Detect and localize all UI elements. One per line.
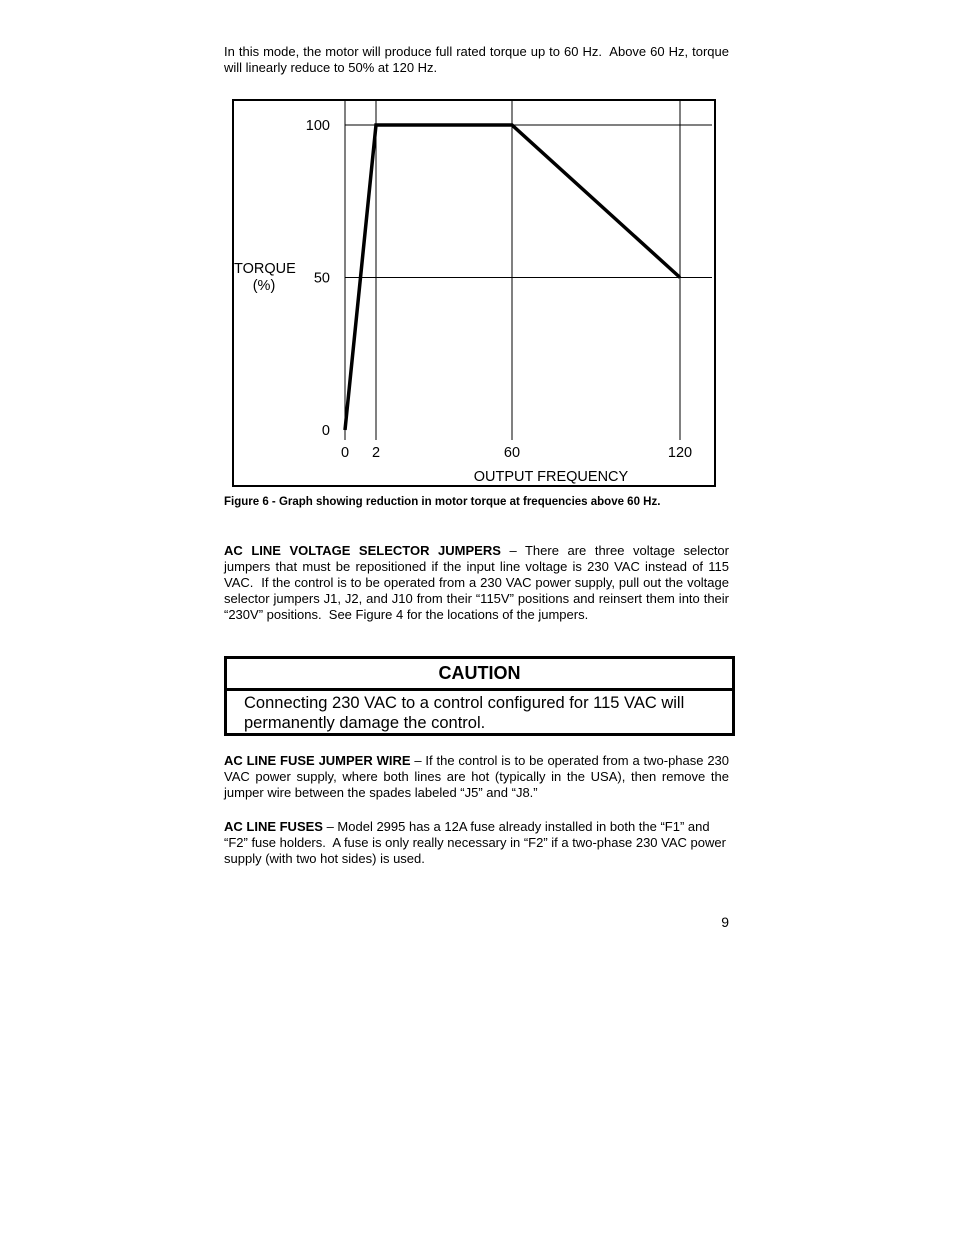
torque-frequency-chart [232, 99, 716, 487]
caution-title: CAUTION [227, 659, 732, 691]
x-axis-title: OUTPUT FREQUENCY [473, 469, 629, 485]
y-tick-label: 50 [313, 270, 330, 287]
chart-frame [233, 100, 715, 486]
y-axis-title: TORQUE [234, 261, 296, 277]
caution-message: Connecting 230 VAC to a control configured for 115 VAC will permanently damage the control. [244, 694, 685, 732]
section-text: – If the control is to be operated from a two-phase 230 VAC power supply, where both lines are hot (typically in the USA), then remove the jumper wire between the spades labeled “J5” and “J8.” [224, 753, 733, 800]
page-number: 9 [721, 914, 729, 930]
y-tick-label: 100 [305, 118, 330, 134]
section-text: – Model 2995 has a 12A fuse already installed in both the “F1” and “F2” fuse holders. A fuse is only really necessary in “F2” if a two-phase 230 VAC power supply (with two hot sides) is used. [224, 819, 730, 866]
caution-box [224, 656, 735, 736]
section-heading: AC LINE FUSE JUMPER WIRE [224, 753, 411, 768]
intro-paragraph: In this mode, the motor will produce full rated torque up to 60 Hz. Above 60 Hz, torque will linearly reduce to 50% at 120 Hz. [224, 44, 733, 75]
x-tick-label: 2 [371, 445, 381, 461]
x-tick-label: 0 [340, 445, 350, 461]
y-axis-unit: (%) [252, 278, 276, 294]
fuse-jumper-paragraph [224, 753, 733, 801]
y-tick-label: 0 [321, 423, 330, 439]
section-text: – There are three voltage selector jumpers that must be repositioned if the input line voltage is 230 VAC instead of 115 VAC. If the control is to be operated from a 230 VAC power supply, pull out the voltage selector jumpers J1, J2, and J10 from their “115V” positions and reinsert them into their “230V” positions. See Figure 4 for the locations of the jumpers. [224, 543, 733, 622]
voltage-selector-paragraph [224, 543, 733, 623]
section-heading: AC LINE FUSES [224, 819, 323, 834]
x-tick-label: 120 [667, 445, 693, 461]
section-heading: AC LINE VOLTAGE SELECTOR JUMPERS [224, 543, 501, 558]
x-tick-label: 60 [503, 445, 521, 461]
figure-caption: Figure 6 - Graph showing reduction in motor torque at frequencies above 60 Hz. [224, 496, 661, 508]
line-fuses-paragraph [224, 819, 729, 867]
